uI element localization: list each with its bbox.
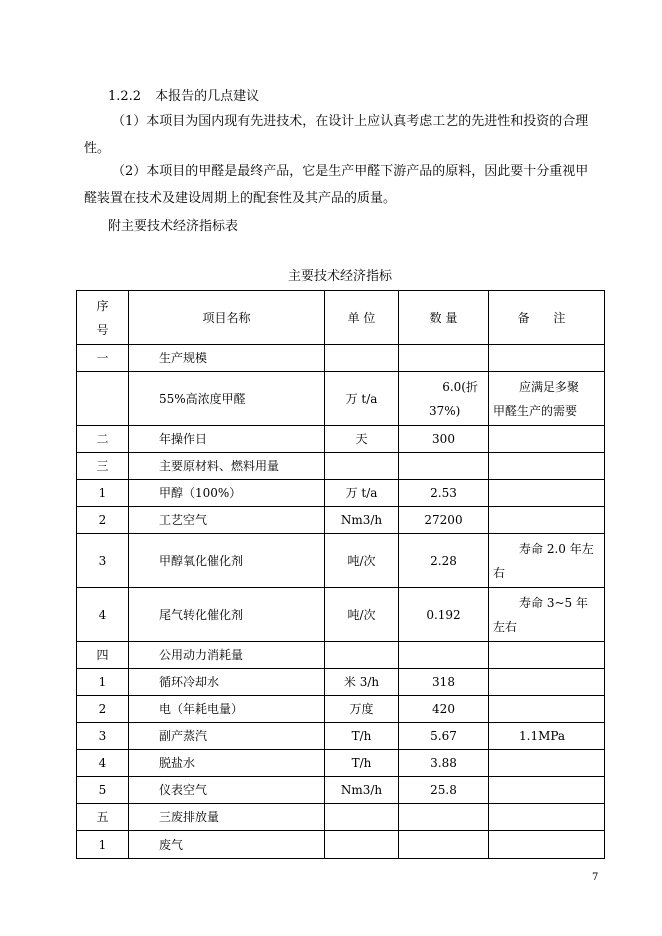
row-unit <box>325 642 399 669</box>
row-note <box>489 831 605 859</box>
row-note-line-2: 左右 <box>493 619 518 634</box>
row-note <box>489 534 605 588</box>
row-note <box>489 669 605 696</box>
row-unit <box>325 453 399 480</box>
row-name: 循环冷却水 <box>129 669 325 696</box>
row-note-line-1: 应满足多聚 <box>519 379 580 394</box>
row-unit <box>325 804 399 831</box>
section-title: 本报告的几点建议 <box>155 89 260 104</box>
row-name: 尾气转化催化剂 <box>129 588 325 642</box>
row-qty <box>399 453 489 480</box>
table-row <box>77 426 605 453</box>
row-note <box>489 642 605 669</box>
table-row <box>77 669 605 696</box>
row-seq: 4 <box>77 750 129 777</box>
table-row <box>77 804 605 831</box>
row-unit: 吨/次 <box>325 588 399 642</box>
row-qty: 2.28 <box>399 534 489 588</box>
section-heading <box>108 88 259 106</box>
table-row <box>77 723 605 750</box>
row-unit <box>325 831 399 859</box>
row-note-line-1: 寿命 3~5 年 <box>519 595 588 610</box>
table-row <box>77 372 605 426</box>
table-row <box>77 642 605 669</box>
table-row <box>77 696 605 723</box>
table-row <box>77 453 605 480</box>
row-note-line-2: 右 <box>493 565 506 580</box>
table-title: 主要技术经济指标 <box>287 269 392 284</box>
row-note <box>489 372 605 426</box>
table-row <box>77 345 605 372</box>
row-note <box>489 696 605 723</box>
row-qty: 25.8 <box>399 777 489 804</box>
row-unit: Nm3/h <box>325 777 399 804</box>
row-note-line-2: 甲醛生产的需要 <box>493 403 578 418</box>
row-qty <box>399 831 489 859</box>
row-name: 副产蒸汽 <box>129 723 325 750</box>
row-note <box>489 426 605 453</box>
row-name: 公用动力消耗量 <box>129 642 325 669</box>
header-seq-line-1: 序 <box>96 298 109 313</box>
row-seq: 二 <box>77 426 129 453</box>
table-row <box>77 507 605 534</box>
row-note-line-1: 寿命 2.0 年左 <box>519 541 594 556</box>
header-name: 项目名称 <box>129 291 325 345</box>
row-seq: 2 <box>77 507 129 534</box>
row-name: 三废排放量 <box>129 804 325 831</box>
row-name: 废气 <box>129 831 325 859</box>
row-name: 甲醇氧化催化剂 <box>129 534 325 588</box>
row-seq: 1 <box>77 831 129 859</box>
row-qty: 3.88 <box>399 750 489 777</box>
row-seq: 4 <box>77 588 129 642</box>
row-unit: 万 t/a <box>325 480 399 507</box>
row-seq <box>77 372 129 426</box>
row-note <box>489 453 605 480</box>
row-seq: 五 <box>77 804 129 831</box>
row-unit: 吨/次 <box>325 534 399 588</box>
row-note <box>489 507 605 534</box>
row-unit: T/h <box>325 723 399 750</box>
row-note <box>489 588 605 642</box>
row-name: 生产规模 <box>129 345 325 372</box>
row-unit: 米 3/h <box>325 669 399 696</box>
paragraph-1 <box>84 108 606 162</box>
table-row <box>77 480 605 507</box>
paragraph-2-line-1: （2）本项目的甲醛是最终产品，它是生产甲醛下游产品的原料，因此要十分重视甲 <box>112 164 589 179</box>
paragraph-1-line-1: （1）本项目为国内现有先进技术，在设计上应认真考虑工艺的先进性和投资的合理 <box>112 114 589 129</box>
row-name: 脱盐水 <box>129 750 325 777</box>
row-unit <box>325 345 399 372</box>
row-note <box>489 750 605 777</box>
row-seq: 四 <box>77 642 129 669</box>
row-unit: Nm3/h <box>325 507 399 534</box>
row-unit: 万 t/a <box>325 372 399 426</box>
paragraph-1-line-2: 性。 <box>84 141 111 156</box>
row-name: 工艺空气 <box>129 507 325 534</box>
row-seq: 1 <box>77 480 129 507</box>
row-name: 55%高浓度甲醛 <box>129 372 325 426</box>
row-qty: 300 <box>399 426 489 453</box>
row-qty-line-2: 37%) <box>429 403 461 418</box>
row-note <box>489 777 605 804</box>
row-unit: 天 <box>325 426 399 453</box>
header-unit: 单 位 <box>325 291 399 345</box>
row-qty: 420 <box>399 696 489 723</box>
row-qty: 5.67 <box>399 723 489 750</box>
row-note <box>489 480 605 507</box>
header-note: 备 注 <box>489 291 605 345</box>
row-qty <box>399 642 489 669</box>
row-note: 1.1MPa <box>489 723 605 750</box>
row-qty <box>399 372 489 426</box>
row-name: 甲醇（100%） <box>129 480 325 507</box>
indicators-table <box>76 290 605 859</box>
header-qty: 数 量 <box>399 291 489 345</box>
paragraph-2 <box>84 158 606 212</box>
row-seq: 一 <box>77 345 129 372</box>
row-name: 主要原材料、燃料用量 <box>129 453 325 480</box>
row-unit: 万度 <box>325 696 399 723</box>
section-number: 1.2.2 <box>108 89 142 104</box>
table-row <box>77 750 605 777</box>
table-row <box>77 777 605 804</box>
row-qty: 27200 <box>399 507 489 534</box>
row-qty: 2.53 <box>399 480 489 507</box>
row-seq: 三 <box>77 453 129 480</box>
table-row <box>77 534 605 588</box>
page-number: 7 <box>592 872 599 883</box>
row-seq: 3 <box>77 723 129 750</box>
row-seq: 1 <box>77 669 129 696</box>
paragraph-2-line-2: 醛装置在技术及建设周期上的配套性及其产品的质量。 <box>84 191 397 206</box>
header-seq-line-2: 号 <box>96 322 109 337</box>
table-row <box>77 588 605 642</box>
table-header-row <box>77 291 605 345</box>
row-qty: 0.192 <box>399 588 489 642</box>
row-seq: 2 <box>77 696 129 723</box>
row-qty <box>399 804 489 831</box>
row-note <box>489 345 605 372</box>
row-unit: T/h <box>325 750 399 777</box>
table-row <box>77 831 605 859</box>
header-seq <box>77 291 129 345</box>
row-seq: 5 <box>77 777 129 804</box>
row-qty: 318 <box>399 669 489 696</box>
row-seq: 3 <box>77 534 129 588</box>
row-qty <box>399 345 489 372</box>
row-note <box>489 804 605 831</box>
row-qty-line-1: 6.0(折 <box>442 379 478 394</box>
row-name: 仪表空气 <box>129 777 325 804</box>
row-name: 年操作日 <box>129 426 325 453</box>
appendix-label: 附主要技术经济指标表 <box>108 219 239 234</box>
row-name: 电（年耗电量） <box>129 696 325 723</box>
